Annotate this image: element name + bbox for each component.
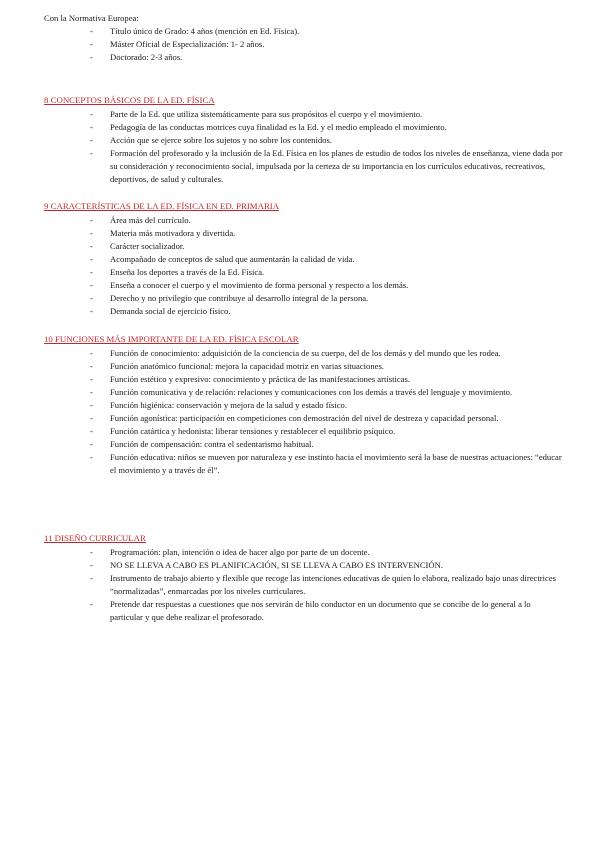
list-item (44, 227, 564, 240)
list-item-text: Acompañado de conceptos de salud que aumentarán la calidad de vida. (110, 254, 355, 264)
dash-bullet-icon: - (90, 361, 93, 371)
list-item-text: Derecho y no privilegio que contribuye al desarrollo integral de la persona. (110, 293, 369, 303)
dash-bullet-icon: - (90, 452, 93, 462)
dash-bullet-icon: - (90, 215, 93, 225)
list-item-text: Programación: plan, intención o idea de hacer algo por parte de un docente. (110, 547, 370, 557)
dash-bullet-icon: - (90, 135, 93, 145)
list-item-text: Materia más motivadora y divertida. (110, 228, 236, 238)
list-item (44, 399, 564, 412)
dash-bullet-icon: - (90, 573, 93, 583)
list-item (44, 38, 564, 51)
dash-bullet-icon: - (90, 293, 93, 303)
list-item (44, 134, 564, 147)
intro-list (44, 25, 564, 64)
list-item (44, 214, 564, 227)
list-item-text: Enseña a conocer el cuerpo y el movimiento de forma personal y respecto a los demás. (110, 280, 409, 290)
list-item-text: NO SE LLEVA A CABO ES PLANIFICACIÓN, SI SE LLEVA A CABO ES INTERVENCIÓN. (110, 560, 443, 570)
list-item (44, 279, 564, 292)
section-conceptos-basicos (44, 94, 564, 186)
list-item (44, 451, 564, 477)
list-item-text: Función catártica y hedonista: liberar tensiones y restablecer el equilibrio psíquico. (110, 426, 396, 436)
dash-bullet-icon: - (90, 52, 93, 62)
dash-bullet-icon: - (90, 413, 93, 423)
list-item-text: Función educativa: niños se mueven por naturaleza y ese instinto hacia el movimiento será la base de nuestras actuaciones: “educar el movimiento y a través de él”. (110, 452, 562, 475)
intro-title: Con la Normativa Europea: (44, 13, 139, 23)
list-item (44, 121, 564, 134)
list-item (44, 412, 564, 425)
dash-bullet-icon: - (90, 280, 93, 290)
dash-bullet-icon: - (90, 228, 93, 238)
dash-bullet-icon: - (90, 148, 93, 158)
dash-bullet-icon: - (90, 348, 93, 358)
dash-bullet-icon: - (90, 439, 93, 449)
list-item-text: Máster Oficial de Especialización: 1- 2 años. (110, 39, 265, 49)
section-heading: 9 CARACTERÍSTICAS DE LA ED. FÍSICA EN ED. PRIMARIA (44, 201, 280, 211)
section-heading: 11 DISEÑO CURRICULAR (44, 533, 146, 543)
list-item-text: Área más del currículo. (110, 215, 191, 225)
list-item (44, 559, 564, 572)
list-item (44, 347, 564, 360)
list-item (44, 108, 564, 121)
list-item (44, 266, 564, 279)
dash-bullet-icon: - (90, 241, 93, 251)
list-item-text: Doctorado: 2-3 años. (110, 52, 183, 62)
list-item-text: Función higiénica: conservación y mejora de la salud y estado físico. (110, 400, 347, 410)
section-list (44, 546, 564, 624)
section-diseno-curricular (44, 532, 564, 624)
list-item (44, 292, 564, 305)
dash-bullet-icon: - (90, 374, 93, 384)
dash-bullet-icon: - (90, 599, 93, 609)
list-item-text: Pretende dar respuestas a cuestiones que nos servirán de hilo conductor en un documento que se concibe de lo general a lo particular y que debe realizar el profesorado. (110, 599, 531, 622)
list-item (44, 546, 564, 559)
list-item (44, 360, 564, 373)
dash-bullet-icon: - (90, 560, 93, 570)
list-item-text: Función estético y expresivo: conocimiento y práctica de las manifestaciones artísticas. (110, 374, 410, 384)
list-item-text: Función de conocimiento: adquisición de la conciencia de su cuerpo, del de los demás y del mundo que les rodea. (110, 348, 501, 358)
list-item-text: Título único de Grado: 4 años (mención en Ed. Física). (110, 26, 300, 36)
dash-bullet-icon: - (90, 254, 93, 264)
list-item (44, 572, 564, 598)
dash-bullet-icon: - (90, 26, 93, 36)
list-item (44, 438, 564, 451)
section-heading: 8 CONCEPTOS BÁSICOS DE LA ED. FÍSICA (44, 95, 215, 105)
section-list (44, 214, 564, 318)
list-item-text: Parte de la Ed. que utiliza sistemáticamente para sus propósitos el cuerpo y el movimiento. (110, 109, 423, 119)
list-item (44, 598, 564, 624)
list-item-text: Función de compensación: contra el sedentarismo habitual. (110, 439, 314, 449)
dash-bullet-icon: - (90, 547, 93, 557)
list-item (44, 253, 564, 266)
list-item (44, 25, 564, 38)
section-heading: 10 FUNCIONES MÁS IMPORTANTE DE LA ED. FÍSICA ESCOLAR (44, 334, 299, 344)
list-item-text: Demanda social de ejercicio físico. (110, 306, 231, 316)
section-list (44, 108, 564, 186)
list-item (44, 425, 564, 438)
dash-bullet-icon: - (90, 39, 93, 49)
list-item-text: Instrumento de trabajo abierto y flexible que recoge las intenciones educativas de quien lo elabora, realizado bajo unas directrices “normalizadas”, enmarcadas por los niveles curriculares. (110, 573, 556, 596)
list-item (44, 373, 564, 386)
list-item-text: Función agonística: participación en competiciones con demostración del nivel de destreza y capacidad personal. (110, 413, 499, 423)
list-item-text: Carácter socializador. (110, 241, 185, 251)
dash-bullet-icon: - (90, 426, 93, 436)
dash-bullet-icon: - (90, 306, 93, 316)
section-caracteristicas-primaria (44, 200, 564, 318)
list-item-text: Función anatómico funcional: mejora la capacidad motriz en varias situaciones. (110, 361, 384, 371)
section-list (44, 347, 564, 477)
list-item (44, 147, 564, 186)
list-item (44, 240, 564, 253)
list-item (44, 305, 564, 318)
list-item-text: Acción que se ejerce sobre los sujetos y no sobre los contenidos. (110, 135, 332, 145)
list-item-text: Pedagogía de las conductas motrices cuya finalidad es la Ed. y el medio empleado el movimiento. (110, 122, 447, 132)
list-item (44, 51, 564, 64)
list-item-text: Función comunicativa y de relación: relaciones y comunicaciones con los demás a través del lenguaje y movimiento. (110, 387, 513, 397)
section-funciones-escolar (44, 333, 564, 477)
dash-bullet-icon: - (90, 122, 93, 132)
list-item (44, 386, 564, 399)
dash-bullet-icon: - (90, 109, 93, 119)
list-item-text: Formación del profesorado y la inclusión de la Ed. Física en los planes de estudio de todos los niveles de enseñanza, viene dada por su consideración y reconocimiento social, impulsada por la certeza de su importancia en los currículos educativos, recreativos, deportivos, de salud y culturales. (110, 148, 563, 184)
dash-bullet-icon: - (90, 400, 93, 410)
dash-bullet-icon: - (90, 387, 93, 397)
list-item-text: Enseña los deportes a través de la Ed. Física. (110, 267, 265, 277)
dash-bullet-icon: - (90, 267, 93, 277)
intro-block (44, 12, 564, 64)
